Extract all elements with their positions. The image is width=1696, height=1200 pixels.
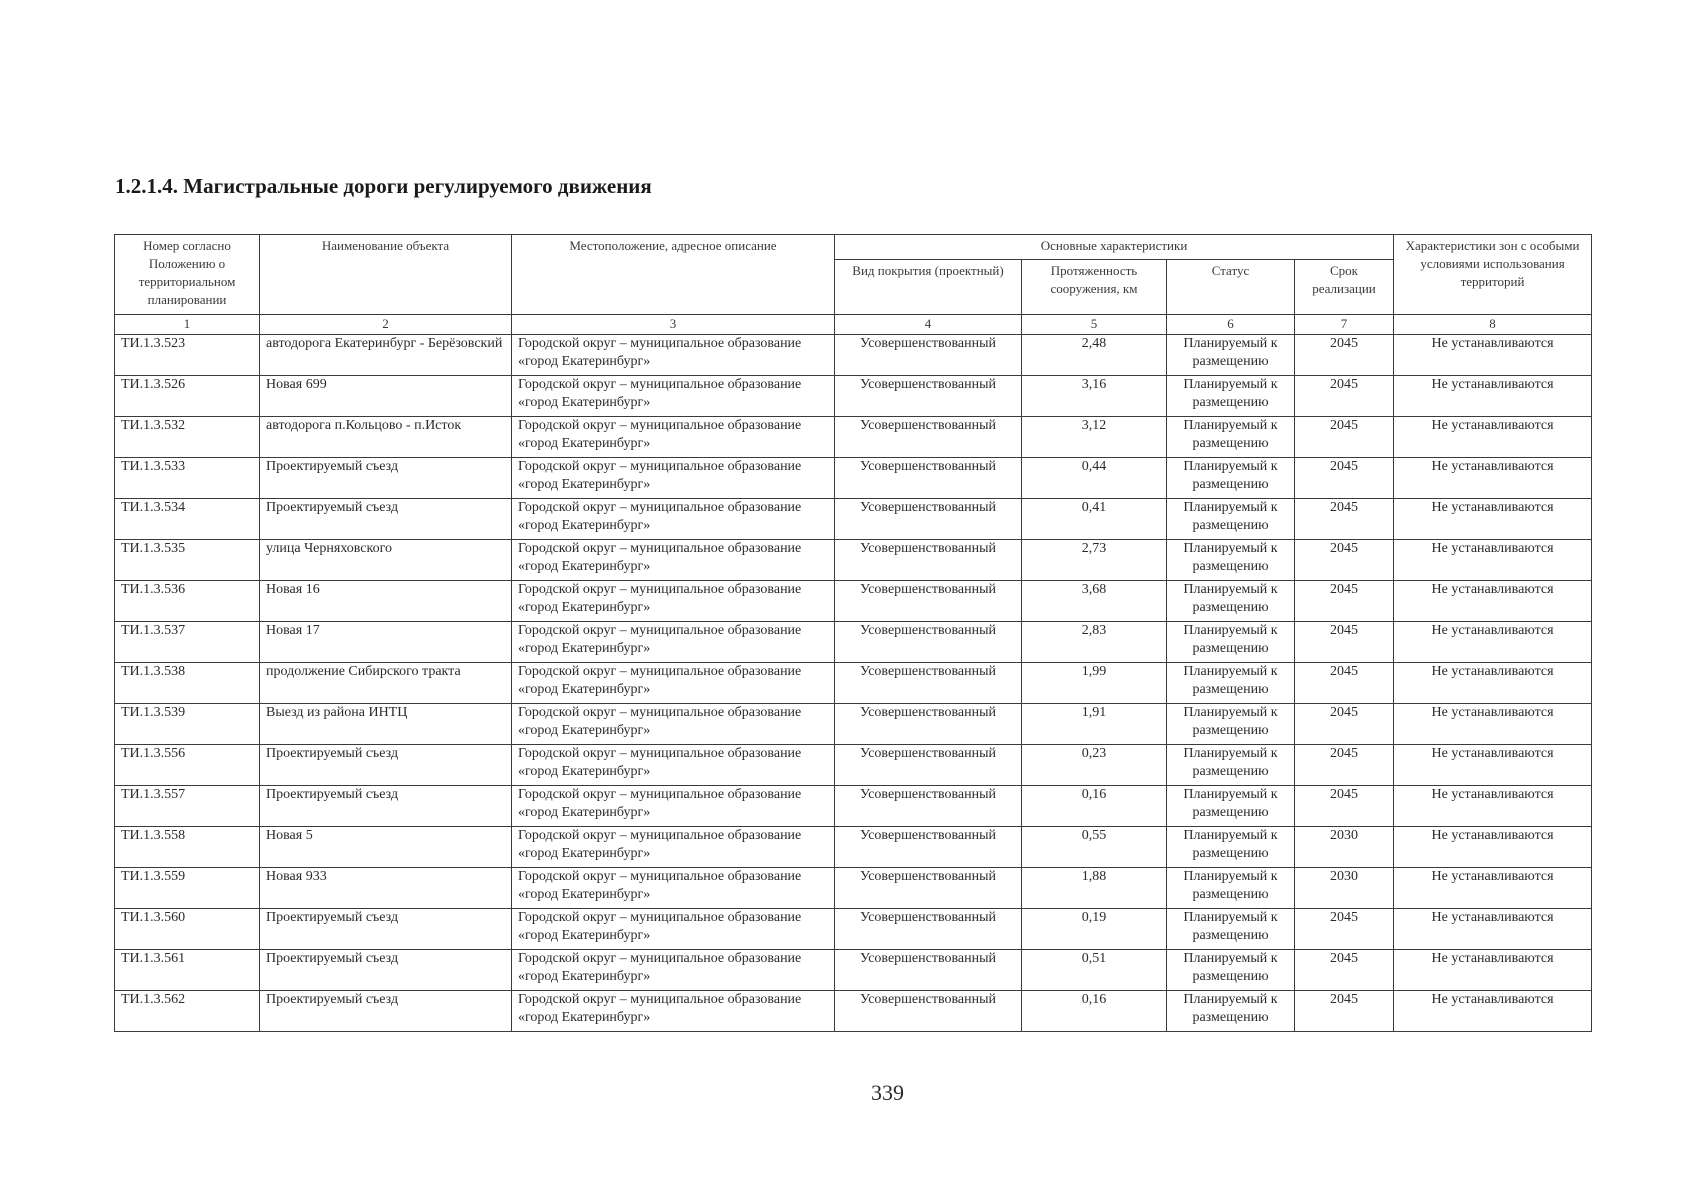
column-number: 2: [260, 315, 512, 335]
cell-coverage: Усовершенствованный: [835, 663, 1022, 704]
cell-number: ТИ.1.3.539: [115, 704, 260, 745]
column-number: 1: [115, 315, 260, 335]
cell-status: Планируемый к размещению: [1167, 827, 1295, 868]
cell-status: Планируемый к размещению: [1167, 663, 1295, 704]
cell-number: ТИ.1.3.561: [115, 950, 260, 991]
cell-term: 2045: [1295, 745, 1394, 786]
cell-length: 2,48: [1022, 335, 1167, 376]
cell-term: 2045: [1295, 622, 1394, 663]
cell-number: ТИ.1.3.557: [115, 786, 260, 827]
column-number-row: [115, 315, 1592, 335]
cell-number: ТИ.1.3.533: [115, 458, 260, 499]
cell-term: 2045: [1295, 335, 1394, 376]
cell-length: 0,19: [1022, 909, 1167, 950]
table-row: [115, 786, 1592, 827]
cell-zones: Не устанавливаются: [1394, 991, 1592, 1032]
table-row: [115, 663, 1592, 704]
cell-term: 2045: [1295, 499, 1394, 540]
cell-coverage: Усовершенствованный: [835, 417, 1022, 458]
cell-term: 2045: [1295, 991, 1394, 1032]
cell-status: Планируемый к размещению: [1167, 458, 1295, 499]
table-row: [115, 540, 1592, 581]
cell-zones: Не устанавливаются: [1394, 868, 1592, 909]
cell-term: 2045: [1295, 950, 1394, 991]
header-name: Наименование объекта: [260, 235, 512, 315]
cell-location: Городской округ – муниципальное образование «город Екатеринбург»: [512, 499, 835, 540]
cell-location: Городской округ – муниципальное образование «город Екатеринбург»: [512, 663, 835, 704]
cell-number: ТИ.1.3.536: [115, 581, 260, 622]
cell-name: Новая 699: [260, 376, 512, 417]
cell-zones: Не устанавливаются: [1394, 622, 1592, 663]
cell-zones: Не устанавливаются: [1394, 417, 1592, 458]
header-coverage: Вид покрытия (проектный): [835, 260, 1022, 315]
table-row: [115, 909, 1592, 950]
cell-status: Планируемый к размещению: [1167, 540, 1295, 581]
header-term: Срок реализации: [1295, 260, 1394, 315]
table-row: [115, 581, 1592, 622]
cell-status: Планируемый к размещению: [1167, 376, 1295, 417]
cell-status: Планируемый к размещению: [1167, 991, 1295, 1032]
page-title: 1.2.1.4. Магистральные дороги регулируемого движения: [115, 174, 652, 198]
cell-status: Планируемый к размещению: [1167, 909, 1295, 950]
cell-coverage: Усовершенствованный: [835, 458, 1022, 499]
cell-term: 2045: [1295, 376, 1394, 417]
cell-zones: Не устанавливаются: [1394, 499, 1592, 540]
cell-coverage: Усовершенствованный: [835, 991, 1022, 1032]
cell-length: 0,16: [1022, 991, 1167, 1032]
table-row: [115, 376, 1592, 417]
table-row: [115, 417, 1592, 458]
cell-location: Городской округ – муниципальное образование «город Екатеринбург»: [512, 540, 835, 581]
cell-zones: Не устанавливаются: [1394, 458, 1592, 499]
cell-coverage: Усовершенствованный: [835, 745, 1022, 786]
cell-status: Планируемый к размещению: [1167, 786, 1295, 827]
cell-zones: Не устанавливаются: [1394, 704, 1592, 745]
column-number: 3: [512, 315, 835, 335]
cell-location: Городской округ – муниципальное образование «город Екатеринбург»: [512, 622, 835, 663]
cell-coverage: Усовершенствованный: [835, 868, 1022, 909]
cell-status: Планируемый к размещению: [1167, 417, 1295, 458]
header-main-characteristics: Основные характеристики: [835, 235, 1394, 260]
cell-name: Новая 16: [260, 581, 512, 622]
table-row: [115, 991, 1592, 1032]
cell-length: 3,68: [1022, 581, 1167, 622]
cell-number: ТИ.1.3.526: [115, 376, 260, 417]
cell-length: 0,44: [1022, 458, 1167, 499]
cell-name: автодорога п.Кольцово - п.Исток: [260, 417, 512, 458]
cell-coverage: Усовершенствованный: [835, 909, 1022, 950]
cell-name: Новая 5: [260, 827, 512, 868]
cell-length: 0,23: [1022, 745, 1167, 786]
cell-coverage: Усовершенствованный: [835, 950, 1022, 991]
cell-length: 3,16: [1022, 376, 1167, 417]
cell-name: Проектируемый съезд: [260, 745, 512, 786]
cell-name: Проектируемый съезд: [260, 458, 512, 499]
cell-number: ТИ.1.3.532: [115, 417, 260, 458]
table-row: [115, 950, 1592, 991]
column-number: 4: [835, 315, 1022, 335]
cell-number: ТИ.1.3.535: [115, 540, 260, 581]
page-number: 339: [871, 1080, 904, 1105]
cell-location: Городской округ – муниципальное образование «город Екатеринбург»: [512, 417, 835, 458]
header-zones: Характеристики зон с особыми условиями использования территорий: [1394, 235, 1592, 315]
cell-zones: Не устанавливаются: [1394, 540, 1592, 581]
cell-zones: Не устанавливаются: [1394, 827, 1592, 868]
cell-status: Планируемый к размещению: [1167, 704, 1295, 745]
cell-term: 2030: [1295, 868, 1394, 909]
cell-location: Городской округ – муниципальное образование «город Екатеринбург»: [512, 950, 835, 991]
cell-name: Проектируемый съезд: [260, 909, 512, 950]
cell-coverage: Усовершенствованный: [835, 499, 1022, 540]
cell-location: Городской округ – муниципальное образование «город Екатеринбург»: [512, 704, 835, 745]
cell-length: 3,12: [1022, 417, 1167, 458]
column-number: 6: [1167, 315, 1295, 335]
table-body: [115, 335, 1592, 1032]
cell-term: 2045: [1295, 909, 1394, 950]
cell-status: Планируемый к размещению: [1167, 335, 1295, 376]
cell-term: 2045: [1295, 704, 1394, 745]
cell-coverage: Усовершенствованный: [835, 827, 1022, 868]
header-length: Протяженность сооружения, км: [1022, 260, 1167, 315]
table-row: [115, 458, 1592, 499]
cell-zones: Не устанавливаются: [1394, 950, 1592, 991]
column-number: 5: [1022, 315, 1167, 335]
table-row: [115, 827, 1592, 868]
header-number: Номер согласно Положению о территориальном планировании: [115, 235, 260, 315]
cell-term: 2045: [1295, 417, 1394, 458]
cell-length: 1,91: [1022, 704, 1167, 745]
cell-coverage: Усовершенствованный: [835, 540, 1022, 581]
header-status: Статус: [1167, 260, 1295, 315]
cell-coverage: Усовершенствованный: [835, 335, 1022, 376]
cell-length: 2,73: [1022, 540, 1167, 581]
cell-zones: Не устанавливаются: [1394, 663, 1592, 704]
cell-location: Городской округ – муниципальное образование «город Екатеринбург»: [512, 745, 835, 786]
column-number: 8: [1394, 315, 1592, 335]
header-location: Местоположение, адресное описание: [512, 235, 835, 315]
cell-term: 2045: [1295, 458, 1394, 499]
cell-name: Проектируемый съезд: [260, 786, 512, 827]
table-row: [115, 868, 1592, 909]
cell-name: Проектируемый съезд: [260, 950, 512, 991]
table-row: [115, 499, 1592, 540]
cell-status: Планируемый к размещению: [1167, 745, 1295, 786]
cell-location: Городской округ – муниципальное образование «город Екатеринбург»: [512, 458, 835, 499]
cell-location: Городской округ – муниципальное образование «город Екатеринбург»: [512, 376, 835, 417]
cell-zones: Не устанавливаются: [1394, 581, 1592, 622]
cell-name: Новая 933: [260, 868, 512, 909]
table-row: [115, 745, 1592, 786]
cell-number: ТИ.1.3.537: [115, 622, 260, 663]
cell-zones: Не устанавливаются: [1394, 909, 1592, 950]
cell-name: продолжение Сибирского тракта: [260, 663, 512, 704]
cell-location: Городской округ – муниципальное образование «город Екатеринбург»: [512, 909, 835, 950]
cell-name: Проектируемый съезд: [260, 499, 512, 540]
cell-term: 2045: [1295, 786, 1394, 827]
cell-length: 0,51: [1022, 950, 1167, 991]
cell-length: 1,99: [1022, 663, 1167, 704]
cell-number: ТИ.1.3.562: [115, 991, 260, 1032]
table-row: [115, 704, 1592, 745]
cell-coverage: Усовершенствованный: [835, 786, 1022, 827]
cell-status: Планируемый к размещению: [1167, 868, 1295, 909]
cell-status: Планируемый к размещению: [1167, 499, 1295, 540]
cell-term: 2045: [1295, 540, 1394, 581]
table-row: [115, 622, 1592, 663]
cell-length: 0,55: [1022, 827, 1167, 868]
cell-name: Выезд из района ИНТЦ: [260, 704, 512, 745]
cell-location: Городской округ – муниципальное образование «город Екатеринбург»: [512, 786, 835, 827]
cell-name: автодорога Екатеринбург - Берёзовский: [260, 335, 512, 376]
cell-location: Городской округ – муниципальное образование «город Екатеринбург»: [512, 581, 835, 622]
cell-term: 2045: [1295, 663, 1394, 704]
cell-term: 2045: [1295, 581, 1394, 622]
cell-length: 1,88: [1022, 868, 1167, 909]
cell-number: ТИ.1.3.558: [115, 827, 260, 868]
cell-zones: Не устанавливаются: [1394, 786, 1592, 827]
cell-location: Городской округ – муниципальное образование «город Екатеринбург»: [512, 868, 835, 909]
cell-number: ТИ.1.3.559: [115, 868, 260, 909]
cell-zones: Не устанавливаются: [1394, 376, 1592, 417]
cell-number: ТИ.1.3.523: [115, 335, 260, 376]
cell-length: 0,41: [1022, 499, 1167, 540]
cell-number: ТИ.1.3.534: [115, 499, 260, 540]
cell-status: Планируемый к размещению: [1167, 622, 1295, 663]
cell-location: Городской округ – муниципальное образование «город Екатеринбург»: [512, 991, 835, 1032]
cell-coverage: Усовершенствованный: [835, 376, 1022, 417]
cell-status: Планируемый к размещению: [1167, 581, 1295, 622]
cell-coverage: Усовершенствованный: [835, 622, 1022, 663]
cell-zones: Не устанавливаются: [1394, 745, 1592, 786]
roads-table: [114, 234, 1592, 1032]
cell-coverage: Усовершенствованный: [835, 704, 1022, 745]
cell-status: Планируемый к размещению: [1167, 950, 1295, 991]
cell-length: 2,83: [1022, 622, 1167, 663]
cell-term: 2030: [1295, 827, 1394, 868]
cell-name: Новая 17: [260, 622, 512, 663]
cell-number: ТИ.1.3.560: [115, 909, 260, 950]
cell-number: ТИ.1.3.538: [115, 663, 260, 704]
cell-length: 0,16: [1022, 786, 1167, 827]
cell-zones: Не устанавливаются: [1394, 335, 1592, 376]
table-row: [115, 335, 1592, 376]
cell-name: Проектируемый съезд: [260, 991, 512, 1032]
cell-location: Городской округ – муниципальное образование «город Екатеринбург»: [512, 335, 835, 376]
cell-number: ТИ.1.3.556: [115, 745, 260, 786]
column-number: 7: [1295, 315, 1394, 335]
cell-name: улица Черняховского: [260, 540, 512, 581]
cell-location: Городской округ – муниципальное образование «город Екатеринбург»: [512, 827, 835, 868]
cell-coverage: Усовершенствованный: [835, 581, 1022, 622]
